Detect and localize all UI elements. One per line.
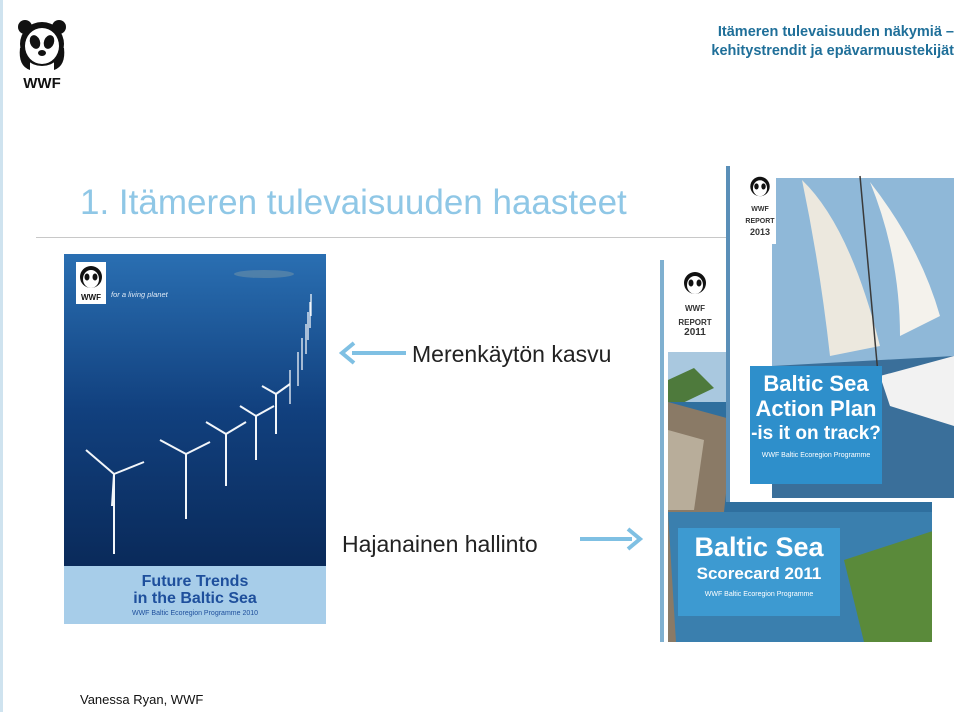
report-2013-badge <box>744 174 776 244</box>
action-plan-title-2: Action Plan <box>755 396 877 421</box>
wwf-badge-logo <box>680 270 710 304</box>
future-trends-title-2: in the Baltic Sea <box>133 590 257 607</box>
wwf-badge-logo <box>746 175 774 205</box>
action-plan-2013-report-cover <box>726 166 954 502</box>
header-line-1: Itämeren tulevaisuuden näkymiä – <box>717 24 954 40</box>
header-line-2: kehitystrendit ja epävarmuustekijät <box>711 43 954 59</box>
action-plan-subtitle: WWF Baltic Ecoregion Programme <box>761 452 871 459</box>
badge-org: WWF <box>751 206 769 213</box>
future-trends-subtitle: WWF Baltic Ecoregion Programme 2010 <box>131 610 259 617</box>
action-plan-title-3: -is it on track? <box>751 423 881 444</box>
scorecard-title-2: Scorecard 2011 <box>696 564 822 583</box>
presenter-credit: Vanessa Ryan, WWF <box>80 692 204 707</box>
badge-org: WWF <box>685 304 705 313</box>
badge-year: 2011 <box>684 327 706 338</box>
action-plan-title-block <box>750 366 882 484</box>
svg-text:WWF: WWF <box>81 293 101 302</box>
sea-usage-label: Merenkäytön kasvu <box>412 341 612 367</box>
future-trends-title-band <box>64 566 326 624</box>
action-plan-title-1: Baltic Sea <box>763 371 869 396</box>
badge-label: REPORT <box>745 218 775 225</box>
governance-label: Hajanainen hallinto <box>342 531 538 557</box>
wwf-logo <box>16 18 68 92</box>
badge-label: REPORT <box>678 318 712 327</box>
left-accent-rule <box>0 0 3 712</box>
future-trends-title-1: Future Trends <box>141 573 249 590</box>
presentation-header <box>634 23 954 61</box>
title-divider <box>36 237 726 238</box>
future-trends-report-cover <box>64 254 326 624</box>
scorecard-title-1: Baltic Sea <box>694 532 824 562</box>
scorecard-title-block <box>678 528 840 616</box>
arrow-left-icon <box>338 340 408 366</box>
wwf-mini-logo <box>76 262 106 304</box>
slide-title: 1. Itämeren tulevaisuuden haasteet <box>80 183 627 222</box>
wwf-tagline: for a living planet <box>111 290 168 299</box>
report-2011-badge <box>678 268 712 350</box>
scorecard-subtitle: WWF Baltic Ecoregion Programme <box>704 591 814 598</box>
badge-year: 2013 <box>749 227 771 237</box>
wwf-logo-text: WWF <box>23 75 61 92</box>
arrow-right-icon <box>578 526 644 552</box>
